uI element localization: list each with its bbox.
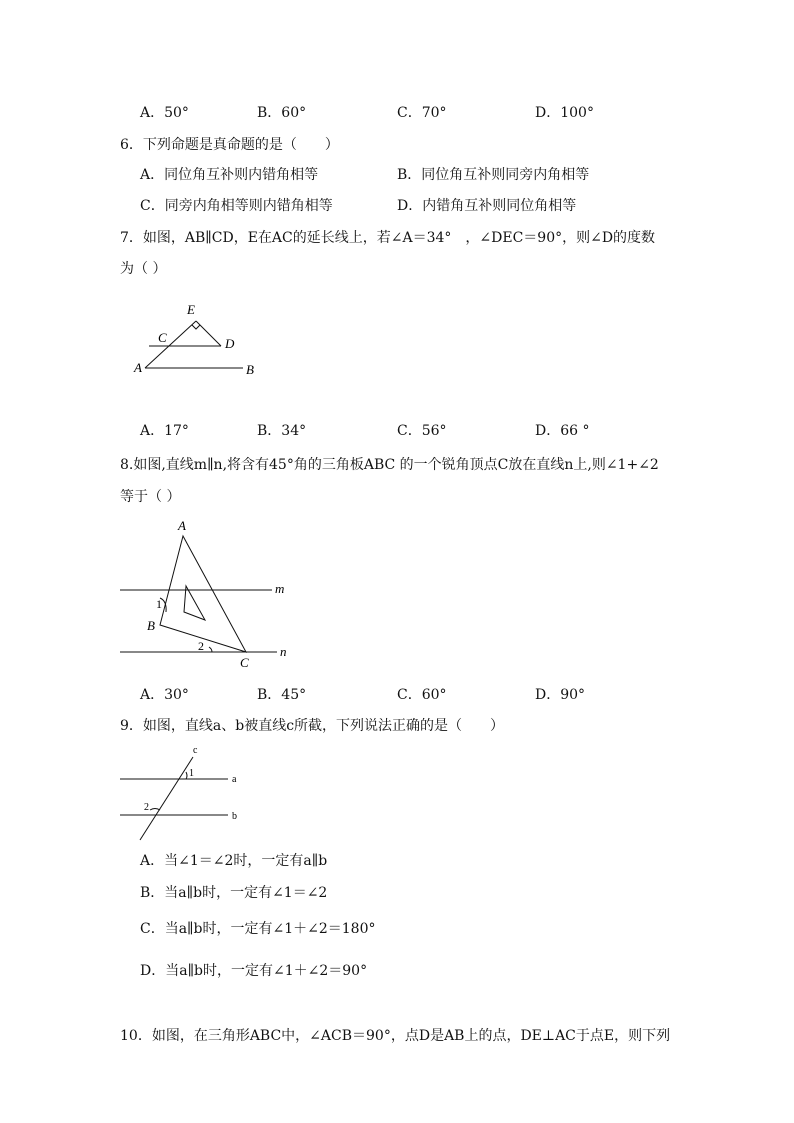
q9-label-1: 1 bbox=[189, 768, 194, 779]
q7-stem-line2: 为（ ） bbox=[120, 261, 167, 277]
q7-label-c: C bbox=[158, 330, 167, 345]
q6-option-c: C．同旁内角相等则内错角相等 bbox=[140, 198, 333, 214]
q8-label-b: B bbox=[147, 618, 155, 633]
q8-option-c: C．60° bbox=[397, 687, 447, 703]
q7-option-b: B．34° bbox=[257, 423, 307, 439]
q5-option-c: C．70° bbox=[397, 105, 447, 121]
q6-option-b: B．同位角互补则同旁内角相等 bbox=[397, 167, 590, 183]
q8-label-c: C bbox=[240, 655, 249, 670]
q5-option-a: A．50° bbox=[140, 105, 189, 121]
q9-option-c: C．当a∥b时，一定有∠1＋∠2＝180° bbox=[140, 921, 376, 937]
q6-stem: 6．下列命题是真命题的是（ ） bbox=[120, 137, 339, 153]
q8-label-a: A bbox=[178, 518, 186, 533]
q8-option-a: A．30° bbox=[140, 687, 189, 703]
q9-angle-2-arc bbox=[150, 809, 160, 811]
q8-option-b: B．45° bbox=[257, 687, 307, 703]
q5-option-b: B．60° bbox=[257, 105, 307, 121]
q7-line-ed bbox=[196, 321, 221, 346]
q8-triangle-outer bbox=[160, 536, 246, 652]
q7-label-a: A bbox=[134, 360, 142, 375]
q8-label-n: n bbox=[280, 644, 287, 659]
q9-stem: 9．如图，直线a、b被直线c所截，下列说法正确的是（ ） bbox=[120, 718, 505, 734]
q7-label-b: B bbox=[246, 362, 254, 377]
q8-stem-line2: 等于（ ） bbox=[120, 489, 181, 505]
q7-option-a: A．17° bbox=[140, 423, 189, 439]
q9-label-a: a bbox=[232, 774, 237, 785]
q6-option-d: D．内错角互补则同位角相等 bbox=[397, 198, 577, 214]
q7-right-angle-mark bbox=[192, 325, 200, 329]
q5-option-d: D．100° bbox=[535, 105, 594, 121]
q8-triangle-inner bbox=[184, 586, 205, 620]
q9-label-b: b bbox=[232, 811, 237, 822]
q8-label-1: 1 bbox=[156, 597, 162, 611]
q8-label-2: 2 bbox=[198, 639, 204, 653]
q7-option-c: C．56° bbox=[397, 423, 447, 439]
q9-label-c: c bbox=[193, 745, 198, 756]
q9-label-2: 2 bbox=[144, 802, 149, 813]
q8-angle-2-arc bbox=[209, 647, 212, 652]
q10-stem: 10．如图，在三角形ABC中，∠ACB＝90°，点D是AB上的点，DE⊥AC于点E，则下列 bbox=[120, 1028, 671, 1044]
q8-option-d: D．90° bbox=[535, 687, 586, 703]
q8-stem-line1: 8.如图,直线m∥n,将含有45°角的三角板ABC 的一个锐角顶点C放在直线n上,则∠1+∠2 bbox=[120, 457, 659, 473]
q7-option-d: D．66 ° bbox=[535, 423, 590, 439]
q7-label-d: D bbox=[225, 336, 235, 351]
q7-stem-line1: 7．如图，AB∥CD，E在AC的延长线上，若∠A＝34° ，∠DEC＝90°，则∠D的度数 bbox=[120, 230, 656, 246]
q9-option-d: D．当a∥b时，一定有∠1＋∠2＝90° bbox=[140, 963, 368, 979]
q9-option-b: B．当a∥b时，一定有∠1＝∠2 bbox=[140, 885, 328, 901]
q8-angle-1-arc bbox=[160, 598, 166, 612]
q6-option-a: A．同位角互补则内错角相等 bbox=[140, 167, 319, 183]
q8-label-m: m bbox=[275, 581, 285, 596]
q9-angle-1-arc bbox=[186, 772, 187, 779]
q9-line-c bbox=[140, 757, 193, 840]
q9-option-a: A．当∠1＝∠2时，一定有a∥b bbox=[140, 853, 328, 869]
q7-line-ae bbox=[145, 321, 196, 368]
q7-label-e: E bbox=[187, 302, 195, 317]
